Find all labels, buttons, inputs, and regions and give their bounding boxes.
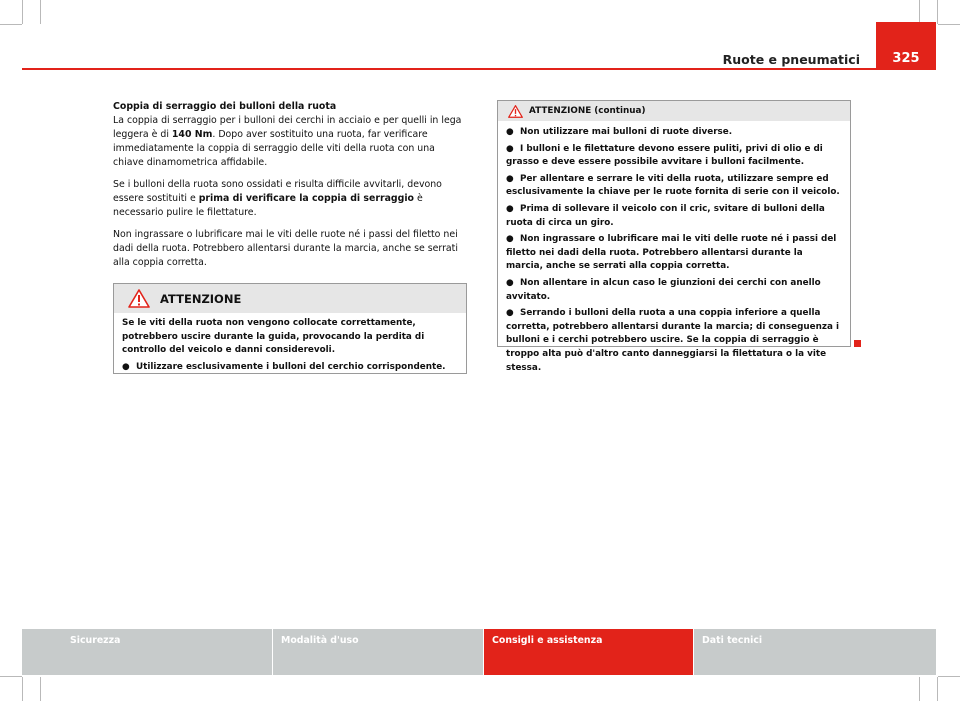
crop-mark: [40, 677, 41, 701]
list-item: [122, 361, 458, 375]
list-item: [506, 126, 842, 140]
paragraph-lubricate: Non ingrassare o lubrificare mai le viti delle ruote né i passi del filetto nei dadi della ruota. Potrebbero allentarsi durante la marcia, anche se serrati alla coppia corretta.: [113, 229, 458, 268]
list-item-text: Non utilizzare mai bulloni di ruote diverse.: [520, 127, 733, 137]
text: La coppia di serraggio per i bulloni dei cerchi in acciaio e per quelli in lega leggera è di: [113, 115, 462, 140]
list-item-text: I bulloni e le filettature devono essere puliti, privi di olio e di grasso e deve essere possibile avvitare i bulloni facilmente.: [506, 143, 823, 168]
warning-title: ATTENZIONE (continua): [529, 106, 646, 116]
bullet: ●: [506, 173, 514, 184]
crop-mark: [919, 0, 920, 24]
list-item-text: Non allentare in alcun caso le giunzioni dei cerchi con anello avvitato.: [506, 277, 821, 302]
section-title: Ruote e pneumatici: [722, 52, 860, 67]
footer-tab-label: Modalità d'uso: [281, 635, 359, 646]
bullet: ●: [506, 308, 514, 319]
crop-mark: [919, 677, 920, 701]
warning-header: [498, 101, 850, 121]
crop-mark: [22, 677, 23, 701]
footer-tab-label: Dati tecnici: [702, 635, 763, 646]
footer-tab-dati-tecnici[interactable]: [694, 629, 936, 675]
crop-mark: [937, 0, 938, 24]
page-number: [876, 22, 936, 68]
footer-tab-modalita-uso[interactable]: [273, 629, 483, 675]
crop-mark: [0, 24, 22, 25]
left-column: [113, 100, 467, 278]
paragraph-torque: [113, 114, 467, 170]
crop-mark: [938, 676, 960, 677]
bullet: ●: [506, 203, 514, 214]
footer-tab-label: Consigli e assistenza: [492, 635, 603, 646]
warning-triangle-icon: [128, 289, 150, 308]
list-item-text: Utilizzare esclusivamente i bulloni del cerchio corrispondente.: [136, 361, 446, 372]
bullet: ●: [122, 361, 130, 372]
list-item: [506, 233, 842, 274]
warning-title: ATTENZIONE: [160, 291, 242, 306]
warning-box-continued: [497, 100, 851, 373]
list-item-text: Serrando i bulloni della ruota a una coppia inferiore a quella corretta, potrebbero allentarsi durante la marcia; di conseguenza i bulloni e i cerchi potrebbero uscire. Se la coppia di serraggio è troppo alta può d'altro canto danneggiarsi la filettatura o la vite stessa.: [506, 308, 840, 373]
emphasis: prima di verificare la coppia di serraggio: [198, 193, 415, 204]
crop-mark: [937, 677, 938, 701]
warning-body: [498, 121, 850, 383]
section-heading: Coppia di serraggio dei bulloni della ruota: [113, 101, 337, 112]
bullet: ●: [506, 127, 514, 137]
footer-tab-label: Sicurezza: [70, 635, 121, 646]
paragraph-oxidized: [113, 178, 467, 220]
bullet: ●: [506, 277, 514, 288]
text: è necessario pulire le filettature.: [113, 193, 423, 218]
list-item-text: Per allentare e serrare le viti della ruota, utilizzare sempre ed esclusivamente la chiave per le ruote fornita di serie con il veicolo.: [506, 173, 840, 198]
crop-mark: [0, 676, 22, 677]
warning-header: [114, 284, 466, 313]
page-number-text: 325: [892, 51, 920, 66]
crop-mark: [40, 0, 41, 24]
warning-text: Se le viti della ruota non vengono collocate correttamente, potrebbero uscire durante la guida, provocando la perdita di controllo del veicolo e danni considerevoli.: [122, 318, 425, 356]
footer-tab-consigli-assistenza[interactable]: [484, 629, 693, 675]
footer-tab-sicurezza[interactable]: [22, 629, 272, 675]
crop-mark: [938, 24, 960, 25]
warning-body: [114, 313, 466, 382]
torque-value: 140 Nm: [171, 129, 213, 140]
bullet: ●: [506, 143, 514, 154]
list-item: [506, 203, 842, 230]
list-item: [506, 307, 842, 375]
crop-mark: [22, 0, 23, 24]
list-item: [506, 173, 842, 200]
warning-box: [113, 283, 467, 374]
text: Se i bulloni della ruota sono ossidati e risulta difficile avvitarli, devono essere sostituiti e: [113, 179, 442, 204]
warning-triangle-icon: [508, 105, 523, 118]
text: . Dopo aver sostituito una ruota, far verificare immediatamente la coppia di serraggio delle viti della ruota con una chiave dinamometrica affidabile.: [113, 129, 435, 168]
list-item-text: Non ingrassare o lubrificare mai le viti delle ruote né i passi del filetto nei dadi della ruota. Potrebbero allentarsi durante la marcia, anche se serrati alla coppia corretta.: [506, 234, 837, 272]
list-item-text: Prima di sollevare il veicolo con il cric, svitare di bulloni della ruota di circa un giro.: [506, 203, 825, 228]
header-rule: [22, 68, 936, 70]
bullet: ●: [506, 234, 514, 245]
list-item: [506, 277, 842, 304]
end-of-section-marker: [854, 340, 861, 347]
list-item: [506, 143, 842, 170]
